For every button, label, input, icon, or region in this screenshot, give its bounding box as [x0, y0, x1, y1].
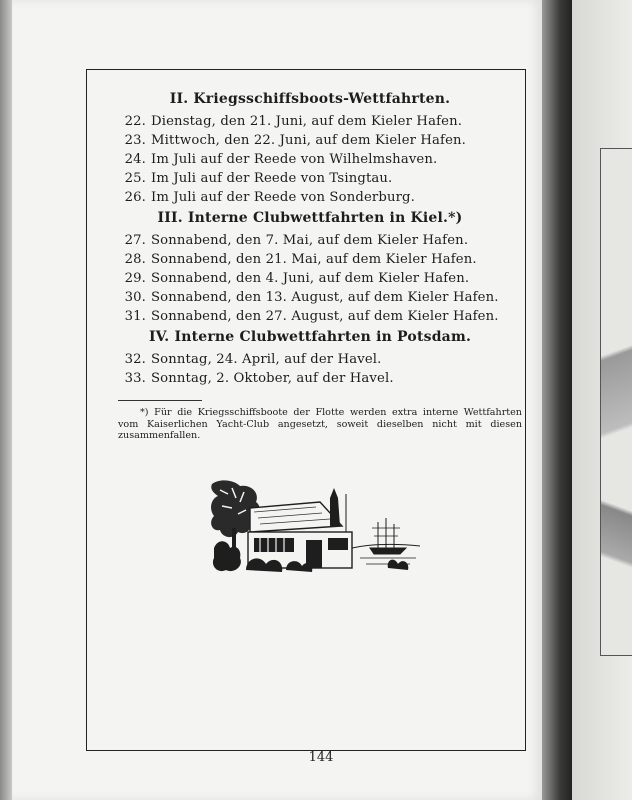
section-heading: III. Interne Clubwettfahrten in Kiel.*) [157, 210, 463, 226]
race-number: 32. [124, 352, 146, 367]
race-entry [118, 150, 502, 169]
race-number: 27. [124, 233, 146, 248]
race-entry [118, 288, 502, 307]
section-kriegsschiffsboots [118, 88, 502, 207]
race-text: Sonnabend, den 4. Juni, auf dem Kieler Hafen. [151, 271, 470, 286]
harbor-illustration [352, 518, 420, 564]
left-page-edge [0, 0, 12, 800]
race-number: 33. [124, 371, 146, 386]
race-text: Sonnabend, den 21. Mai, auf dem Kieler Hafen. [151, 252, 477, 267]
race-number: 29. [124, 271, 146, 286]
race-number: 26. [124, 190, 146, 205]
page-number: 144 [308, 750, 334, 765]
race-text: Mittwoch, den 22. Juni, auf dem Kieler Hafen. [151, 133, 467, 148]
footnote-rule [118, 400, 202, 401]
race-number: 24. [124, 152, 146, 167]
section-potsdam [118, 326, 502, 388]
section-heading: II. Kriegsschiffsboots-Wettfahrten. [169, 91, 451, 107]
race-entry [118, 188, 502, 207]
clubhouse-illustration [248, 488, 352, 568]
clubhouse-vignette [210, 478, 420, 584]
race-number: 23. [124, 133, 146, 148]
race-text: Im Juli auf der Reede von Wilhelmshaven. [151, 152, 438, 167]
race-number: 28. [124, 252, 146, 267]
section-heading: IV. Interne Clubwettfahrten in Potsdam. [148, 329, 472, 345]
book-gutter [542, 0, 572, 800]
race-text: Sonnabend, den 13. August, auf dem Kieler Hafen. [151, 290, 499, 305]
race-entry [118, 269, 502, 288]
race-number: 22. [124, 114, 146, 129]
race-entry [118, 307, 502, 326]
race-text: Im Juli auf der Reede von Sonderburg. [151, 190, 415, 205]
race-entry [118, 112, 502, 131]
race-entry [118, 369, 502, 388]
race-text: Im Juli auf der Reede von Tsingtau. [151, 171, 393, 186]
page-content [118, 88, 522, 442]
race-entry [118, 231, 502, 250]
race-text: Sonnabend, den 7. Mai, auf dem Kieler Hafen. [151, 233, 469, 248]
race-text: Sonnabend, den 27. August, auf dem Kieler Hafen. [151, 309, 499, 324]
race-entry [118, 131, 502, 150]
race-number: 31. [124, 309, 146, 324]
race-list [118, 350, 502, 388]
race-entry [118, 250, 502, 269]
race-number: 25. [124, 171, 146, 186]
section-kiel [118, 207, 502, 326]
race-number: 30. [124, 290, 146, 305]
race-text: Sonntag, 24. April, auf der Havel. [151, 352, 382, 367]
facing-page-photo [600, 148, 632, 656]
race-text: Sonntag, 2. Oktober, auf der Havel. [151, 371, 394, 386]
race-entry [118, 350, 502, 369]
race-list [118, 231, 502, 326]
race-entry [118, 169, 502, 188]
race-list [118, 112, 502, 207]
footnote: *) Für die Kriegsschiffsboote der Flotte werden extra interne Wettfahrten vom Kaiserlichen Yacht-Club angesetzt, soweit dieselben nicht mit diesen zusammenfallen. [118, 407, 522, 441]
race-text: Dienstag, den 21. Juni, auf dem Kieler Hafen. [151, 114, 463, 129]
